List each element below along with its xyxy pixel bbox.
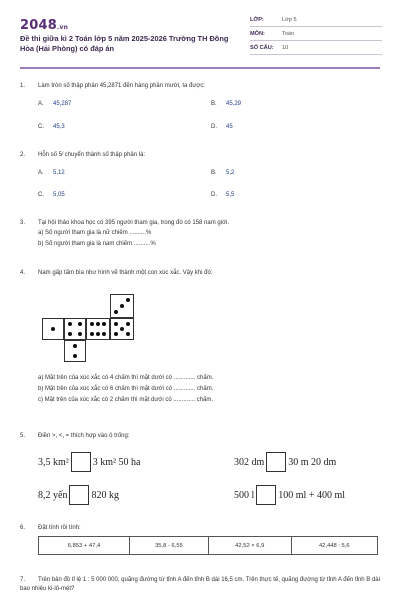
calc-table — [38, 536, 378, 555]
question-3: 3. Tại hội thảo khoa học có 395 người tham gia, trong đó có 158 nam giới. — [20, 220, 230, 226]
compare-box-1[interactable] — [71, 452, 91, 472]
calc-cell: 42,52 × 6,9 — [208, 537, 291, 555]
die-face-1 — [42, 318, 64, 340]
q4-part-a[interactable]: a) Mặt trên của xúc xắc có 4 chấm thì mặt dưới có ............. chấm. — [38, 375, 214, 381]
die-face-6 — [86, 318, 110, 340]
question-6: 6. Đặt tính rồi tính: — [20, 525, 81, 531]
question-2: 2. Hỗn số 5⁄ chuyển thành số thập phân là: — [20, 152, 146, 158]
question-7: 7. Trên bản đồ tỉ lệ 1 : 5 000 000, quãng đường từ tỉnh A đến tỉnh B dài 16,5 cm. Trên thực tế, quãng đường từ tỉnh A đến tỉnh B dài bao nhiêu ki-lô-mét? — [20, 577, 380, 592]
q1-option-d[interactable]: D. 45 — [211, 124, 233, 130]
q4-part-b[interactable]: b) Mặt trên của xúc xắc có 6 chấm thì mặt dưới có ............. chấm. — [38, 386, 214, 392]
q5-item-4: 500 l 100 ml + 400 ml — [234, 485, 345, 505]
q5-item-2: 302 dm 30 m 20 dm — [234, 452, 336, 472]
q3-part-b[interactable]: b) Số người tham gia là nam chiếm ..........% — [38, 241, 156, 247]
q3-part-a[interactable]: a) Số người tham gia là nữ chiếm ..........% — [38, 230, 152, 236]
meta-class: LỚP: Lớp 5 — [250, 13, 382, 27]
compare-box-4[interactable] — [256, 485, 276, 505]
calc-cell: 35,8 - 6,55 — [129, 537, 208, 555]
die-face-5 — [110, 318, 134, 340]
q1-option-c[interactable]: C. 45,3 — [38, 124, 65, 130]
q1-option-b[interactable]: B. 45,29 — [211, 101, 242, 107]
q2-option-c[interactable]: C. 5,05 — [38, 192, 65, 198]
die-face-4 — [64, 318, 86, 340]
header-divider — [20, 67, 380, 69]
q1-option-a[interactable]: A. 45,287 — [38, 101, 72, 107]
compare-box-2[interactable] — [266, 452, 286, 472]
meta-subject: MÔN: Toán — [250, 27, 382, 41]
question-5: 5. Điền >, <, = thích hợp vào ô trống: — [20, 433, 130, 439]
q5-item-3: 8,2 yến 820 kg — [38, 485, 119, 505]
calc-cell: 42,448 : 5,6 — [291, 537, 377, 555]
question-1: 1. Làm tròn số thập phân 45,2871 đến hàng phần mười, ta được: — [20, 83, 206, 89]
die-face-3 — [110, 294, 134, 318]
die-face-2 — [64, 340, 86, 362]
compare-box-3[interactable] — [69, 485, 89, 505]
q2-option-a[interactable]: A. 5,12 — [38, 170, 65, 176]
q5-item-1: 3,5 km² 3 km² 50 ha — [38, 452, 141, 472]
exam-meta — [250, 13, 382, 55]
meta-count: SỐ CÂU: 10 — [250, 41, 382, 55]
q2-option-d[interactable]: D. 5,5 — [211, 192, 235, 198]
calc-cell: 6,853 + 47,4 — [39, 537, 130, 555]
question-4: 4. Nam gấp tấm bìa như hình vẽ thành một con xúc xắc. Vậy khi đó: — [20, 270, 213, 276]
exam-title: Đề thi giữa kì 2 Toán lớp 5 năm 2025-2026 Trường TH Đông Hòa (Hải Phòng) có đáp án — [20, 34, 229, 53]
q2-option-b[interactable]: B. 5,2 — [211, 170, 235, 176]
site-logo[interactable]: 2048.vn — [20, 18, 69, 33]
q4-part-c[interactable]: c) Mặt trên của xúc xắc có 2 chấm thì mặt dưới có ............. chấm. — [38, 397, 214, 403]
